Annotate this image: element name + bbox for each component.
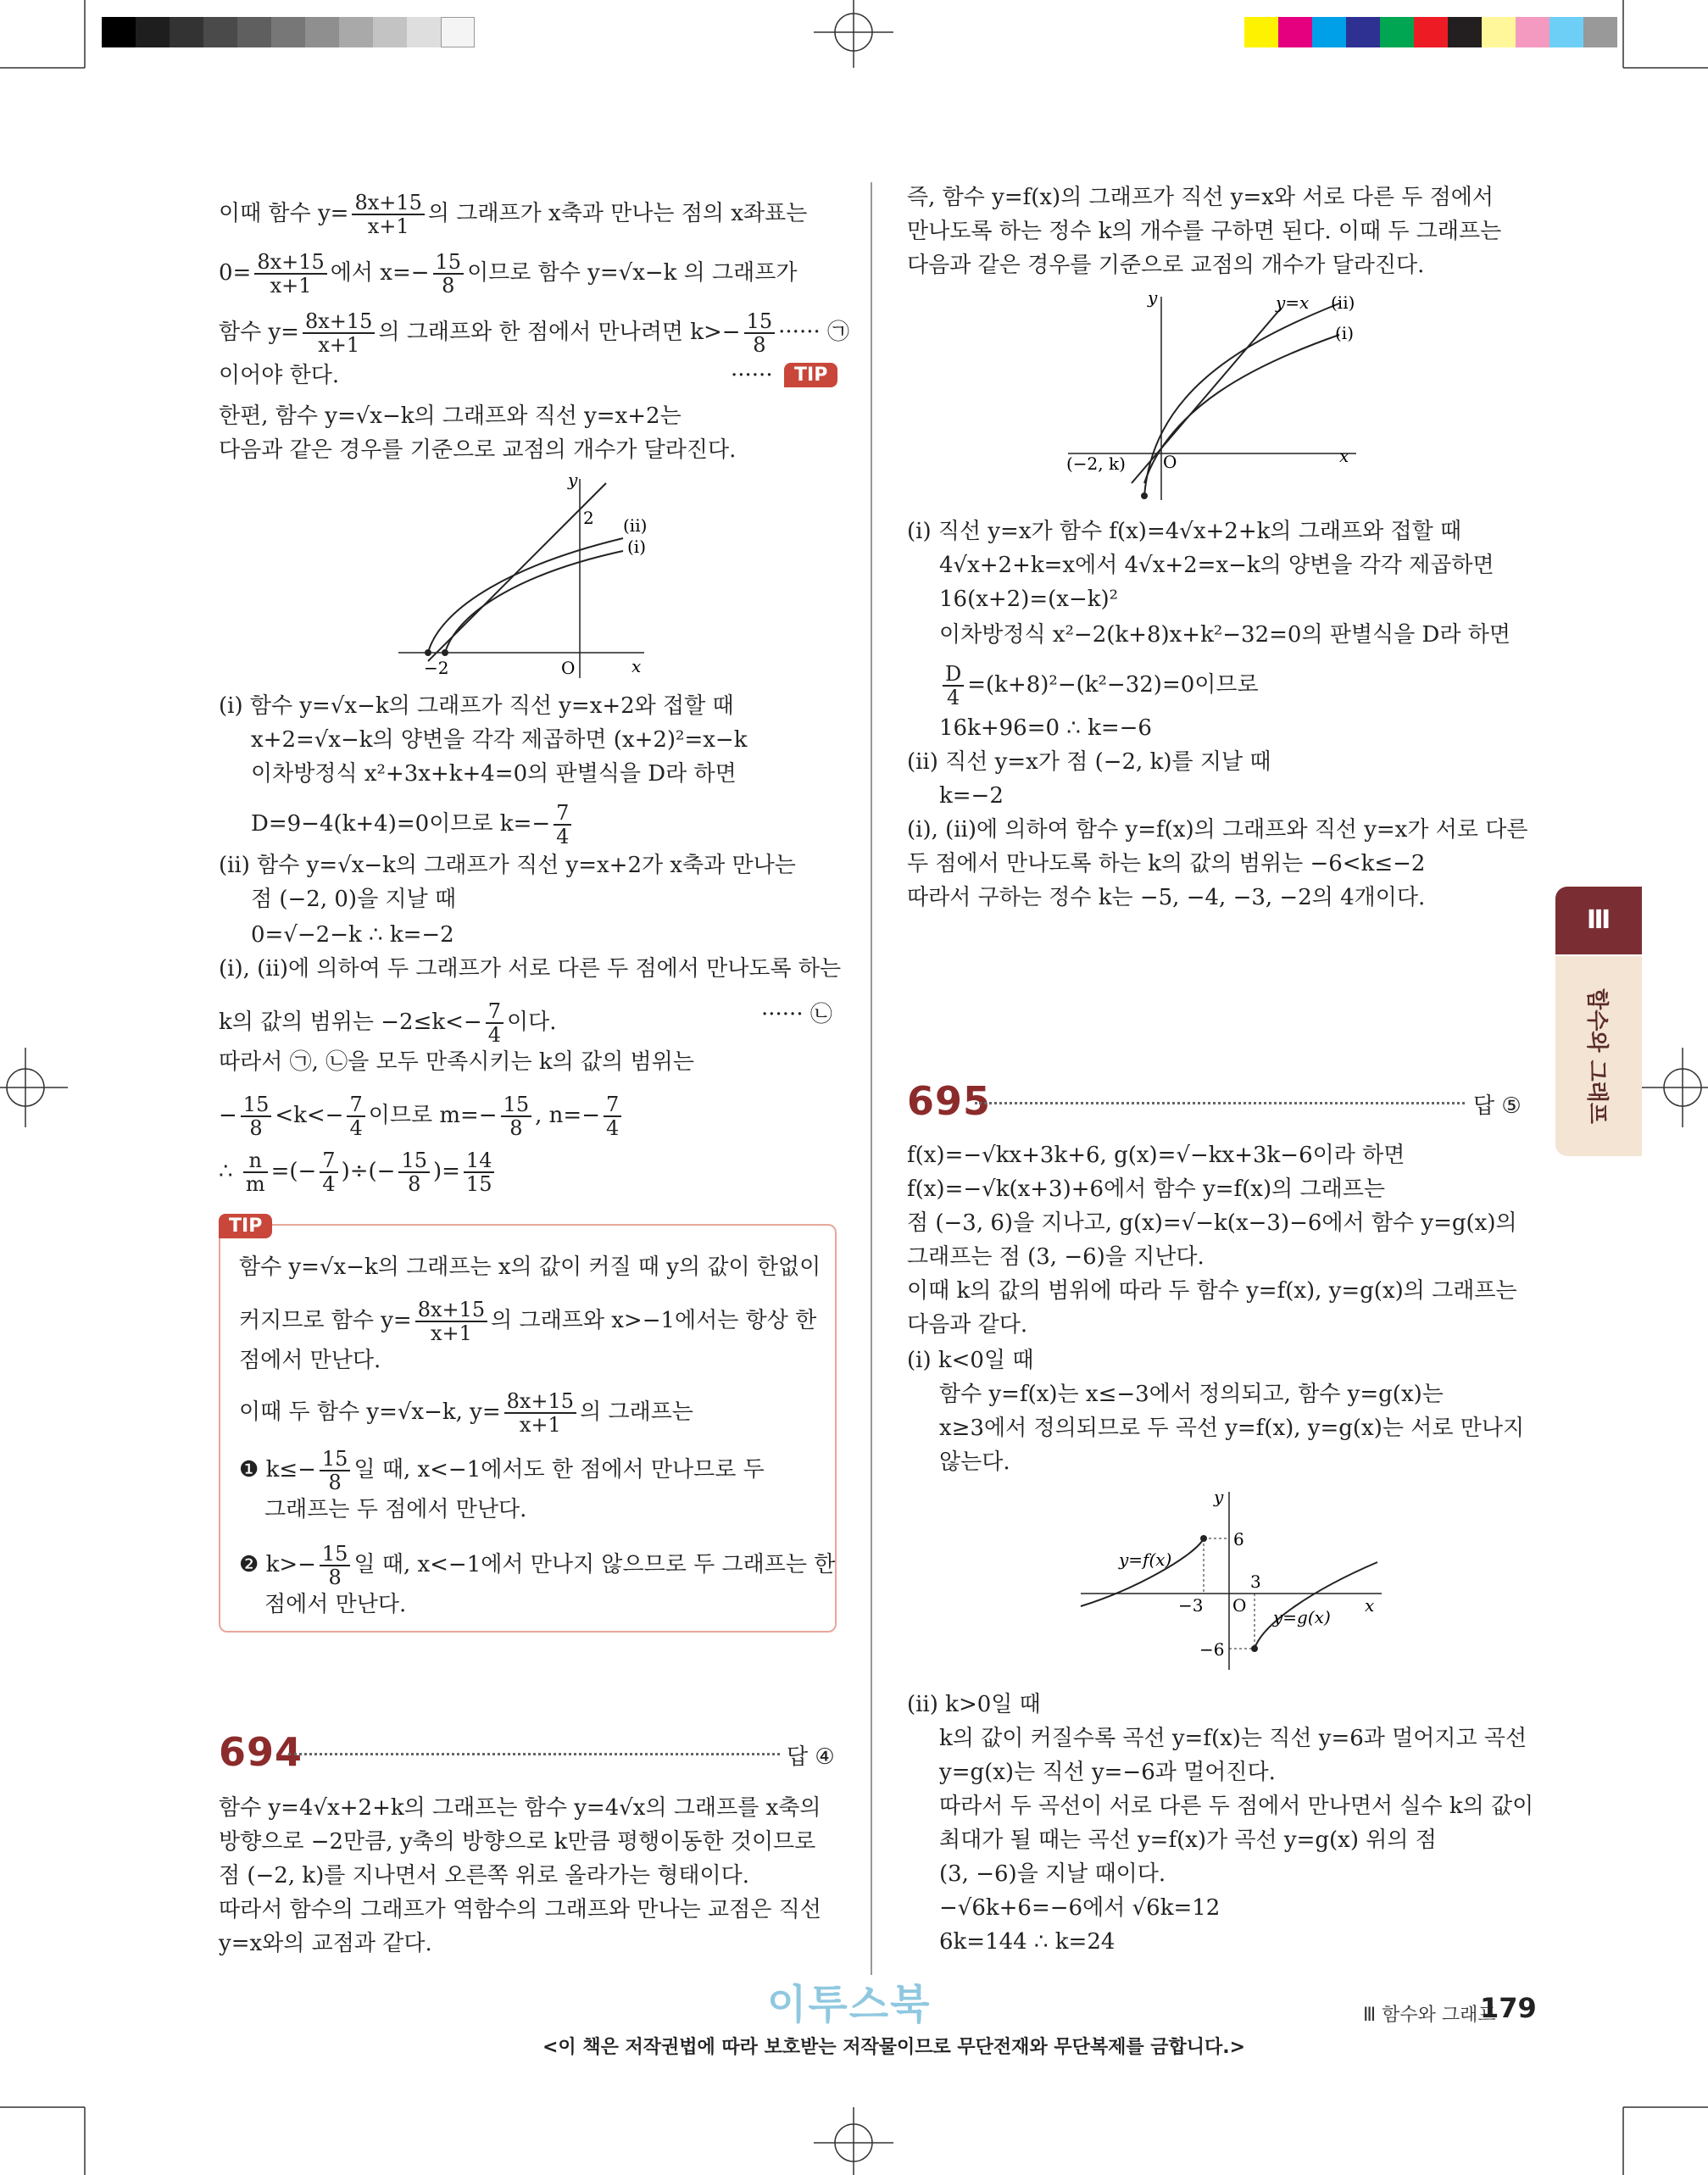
text-line: 다음과 같다. bbox=[907, 1312, 1028, 1338]
tick-label: 3 bbox=[1250, 1571, 1261, 1592]
tip-badge: TIP bbox=[219, 1214, 272, 1238]
tick-label: −3 bbox=[1178, 1595, 1204, 1616]
x-label: x bbox=[1365, 1595, 1375, 1616]
text-line: 이때 함수 y= $\frac{8x+15}{x+1}$ 의 그래프가 x축과 만나는 점의 x좌표는 bbox=[219, 191, 808, 238]
point bbox=[425, 649, 431, 656]
text-line: 16(x+2)=(x−k)² bbox=[939, 587, 1119, 612]
y-label: y bbox=[1214, 1488, 1224, 1507]
problem-number: 694 bbox=[219, 1729, 303, 1775]
text-line: 이차방정식 x²+3x+k+4=0의 판별식을 D라 하면 bbox=[251, 761, 737, 787]
text-line: 점에서 만난다. bbox=[264, 1592, 407, 1617]
curve-label: (ii) bbox=[623, 515, 648, 536]
text-line: 그래프는 두 점에서 만난다. bbox=[264, 1497, 527, 1522]
column-divider bbox=[871, 182, 872, 1975]
curve-i bbox=[428, 538, 623, 653]
graph-sqrt-line bbox=[390, 470, 661, 682]
text-line: 점 (−2, k)를 지나면서 오른쪽 위로 올라가는 형태이다. bbox=[219, 1863, 749, 1889]
answer-mark: 답 ⑤ bbox=[1473, 1093, 1522, 1119]
curve-label: (ii) bbox=[1331, 292, 1355, 313]
text-line: y=x와의 교점과 같다. bbox=[219, 1931, 432, 1956]
line-label: y=x bbox=[1276, 292, 1310, 313]
text-line: 따라서 구하는 정수 k는 −5, −4, −3, −2의 4개이다. bbox=[907, 885, 1426, 910]
text-line: (ⅱ) 함수 y=√x−k의 그래프가 직선 y=x+2가 x축과 만나는 bbox=[219, 853, 796, 878]
page-number: 179 bbox=[1480, 1992, 1537, 2024]
text-line: 않는다. bbox=[939, 1449, 1010, 1475]
y-label: y bbox=[1148, 288, 1158, 308]
tick-label: −2 bbox=[424, 658, 449, 678]
text-line: 최대가 될 때는 곡선 y=f(x)가 곡선 y=g(x) 위의 점 bbox=[939, 1827, 1437, 1853]
text-line: 0=√−2−k ∴ k=−2 bbox=[251, 922, 454, 948]
text-line: 만나도록 하는 정수 k의 개수를 구하면 된다. 이때 두 그래프는 bbox=[907, 219, 1502, 244]
text-line: 점 (−2, 0)을 지날 때 bbox=[251, 887, 457, 912]
tip-reference-badge: TIP bbox=[784, 363, 837, 387]
text-line: 함수 y= $\frac{8x+15}{x+1}$ 의 그래프와 한 점에서 만나려면 k>− $\frac{15}{8}$ ······ ㉠ bbox=[219, 309, 850, 357]
text-line: 4√x+2+k=x에서 4√x+2=x−k의 양변을 각각 제곱하면 bbox=[939, 553, 1494, 578]
text-line: ∴ $\frac{n}{m}$ =(− $\frac{7}{4}$ )÷(− $\frac{15}{8}$ )= $\frac{14}{15}$ bbox=[219, 1149, 498, 1195]
origin-label: O bbox=[1232, 1595, 1247, 1616]
text-line: $\frac{D}{4}$ =(k+8)²−(k²−32)=0이므로 bbox=[939, 663, 1259, 709]
text-line: 다음과 같은 경우를 기준으로 교점의 개수가 달라진다. bbox=[219, 437, 737, 463]
text-line: D=9−4(k+4)=0이므로 k=− $\frac{7}{4}$ bbox=[251, 802, 575, 848]
text-line: 점 (−3, 6)을 지나고, g(x)=√−k(x−3)−6에서 함수 y=g(x)의 bbox=[907, 1210, 1517, 1236]
text-line: (ⅰ), (ⅱ)에 의하여 두 그래프가 서로 다른 두 점에서 만나도록 하는 bbox=[219, 956, 842, 982]
curve-label: (i) bbox=[1335, 323, 1355, 343]
text-line: k의 값의 범위는 −2≤k<− $\frac{7}{4}$ 이다. bbox=[219, 999, 557, 1047]
text-line: 이어야 한다. bbox=[219, 363, 340, 388]
chapter-tab-title: 함수와 그래프 bbox=[1583, 988, 1610, 1124]
text-line: 커지므로 함수 y= $\frac{8x+15}{x+1}$ 의 그래프와 x>−1에서는 항상 한 bbox=[239, 1298, 817, 1345]
text-line: 이차방정식 x²−2(k+8)x+k²−32=0의 판별식을 D라 하면 bbox=[939, 622, 1511, 648]
text-line: 이때 두 함수 y=√x−k, y= $\frac{8x+15}{x+1}$ 의 그래프는 bbox=[239, 1389, 693, 1437]
text-line: 함수 y=f(x)는 x≤−3에서 정의되고, 함수 y=g(x)는 bbox=[939, 1382, 1444, 1407]
y-label: y bbox=[568, 470, 578, 490]
text-line: 따라서 함수의 그래프가 역함수의 그래프와 만나는 교점은 직선 bbox=[219, 1897, 821, 1922]
text-line: (ⅱ) 직선 y=x가 점 (−2, k)를 지날 때 bbox=[907, 749, 1271, 775]
curve-label: (i) bbox=[627, 537, 647, 557]
graph-f-g bbox=[1077, 1488, 1390, 1674]
x-label: x bbox=[1339, 446, 1349, 466]
text-line: x≥3에서 정의되므로 두 곡선 y=f(x), y=g(x)는 서로 만나지 bbox=[939, 1416, 1525, 1441]
text-line: ❷ k>− $\frac{15}{8}$ 일 때, x<−1에서 만나지 않으므로 두 그래프는 한 bbox=[239, 1542, 836, 1589]
curve-g bbox=[1255, 1562, 1377, 1649]
text-line: y=g(x)는 직선 y=−6과 멀어진다. bbox=[939, 1760, 1276, 1785]
origin-label: O bbox=[561, 658, 576, 678]
text-line: k의 값이 커질수록 곡선 y=f(x)는 직선 y=6과 멀어지고 곡선 bbox=[939, 1726, 1527, 1751]
text-line: (3, −6)을 지날 때이다. bbox=[939, 1861, 1166, 1887]
running-header: Ⅲ 함수와 그래프 bbox=[1363, 2005, 1496, 2026]
text-line: − $\frac{15}{8}$ <k<− $\frac{7}{4}$ 이므로 m=− $\frac{15}{8}$ , n=− $\frac{7}{4}$ bbox=[219, 1093, 625, 1139]
line-y-x bbox=[1132, 309, 1280, 483]
text-line: (ⅰ), (ⅱ)에 의하여 함수 y=f(x)의 그래프와 직선 y=x가 서로 다른 bbox=[907, 817, 1528, 843]
text-line: 그래프는 점 (3, −6)을 지난다. bbox=[907, 1244, 1205, 1270]
point bbox=[1141, 492, 1148, 499]
text-line: −√6k+6=−6에서 √6k=12 bbox=[939, 1895, 1221, 1921]
tick-label: −6 bbox=[1199, 1639, 1225, 1660]
text-line: 방향으로 −2만큼, y축의 방향으로 k만큼 평행이동한 것이므로 bbox=[219, 1829, 816, 1855]
dotted-leader bbox=[288, 1753, 780, 1755]
text-line: ······ ㉡ bbox=[761, 1002, 832, 1027]
text-line: f(x)=−√k(x+3)+6에서 함수 y=f(x)의 그래프는 bbox=[907, 1177, 1385, 1202]
text-line: 한편, 함수 y=√x−k의 그래프와 직선 y=x+2는 bbox=[219, 403, 682, 429]
text-line: 즉, 함수 y=f(x)의 그래프가 직선 y=x와 서로 다른 두 점에서 bbox=[907, 185, 1494, 210]
text-line: k=−2 bbox=[939, 783, 1004, 809]
origin-label: O bbox=[1163, 452, 1177, 472]
dotted-leader bbox=[975, 1102, 1465, 1104]
x-label: x bbox=[631, 656, 642, 676]
chapter-tab bbox=[1555, 956, 1642, 1156]
text-line: 이때 k의 값의 범위에 따라 두 함수 y=f(x), y=g(x)의 그래프는 bbox=[907, 1278, 1517, 1304]
curve-label: y=f(x) bbox=[1119, 1549, 1172, 1570]
text-line: f(x)=−√kx+3k+6, g(x)=√−kx+3k−6이라 하면 bbox=[907, 1143, 1405, 1168]
text-line: 함수 y=4√x+2+k의 그래프는 함수 y=4√x의 그래프를 x축의 bbox=[219, 1795, 821, 1821]
tick-label: 2 bbox=[583, 508, 594, 528]
copyright-notice: <이 책은 저작권법에 따라 보호받는 저작물이므로 무단전재와 무단복제를 금합니다.> bbox=[542, 2037, 1246, 2058]
text-line: (ⅰ) 직선 y=x가 함수 f(x)=4√x+2+k의 그래프와 접할 때 bbox=[907, 519, 1462, 544]
answer-mark: 답 ④ bbox=[787, 1744, 835, 1770]
text-line: 6k=144 ∴ k=24 bbox=[939, 1929, 1115, 1955]
tick-label: 6 bbox=[1233, 1529, 1244, 1549]
text-line: (ⅱ) k>0일 때 bbox=[907, 1692, 1041, 1717]
text-line: 함수 y=√x−k의 그래프는 x의 값이 커질 때 y의 값이 한없이 bbox=[239, 1254, 821, 1280]
text-line: 0= $\frac{8x+15}{x+1}$ 에서 x=− $\frac{15}{8}$ 이므로 함수 y=√x−k 의 그래프가 bbox=[219, 250, 798, 298]
text-line: 두 점에서 만나도록 하는 k의 값의 범위는 −6<k≤−2 bbox=[907, 851, 1426, 876]
text-line: 다음과 같은 경우를 기준으로 교점의 개수가 달라진다. bbox=[907, 253, 1425, 278]
point-label: (−2, k) bbox=[1066, 453, 1126, 474]
text-line: 16k+96=0 ∴ k=−6 bbox=[939, 715, 1152, 741]
text-line: x+2=√x−k의 양변을 각각 제곱하면 (x+2)²=x−k bbox=[251, 727, 748, 753]
chapter-tab-number: Ⅲ bbox=[1555, 887, 1642, 954]
curve-label: y=g(x) bbox=[1273, 1607, 1331, 1627]
publisher-logo: 이투스북 bbox=[767, 1981, 932, 2028]
graph-sqrt-yx bbox=[1060, 288, 1365, 509]
text-line: 점에서 만난다. bbox=[239, 1348, 381, 1373]
text-line: (ⅰ) k<0일 때 bbox=[907, 1348, 1034, 1373]
problem-number: 695 bbox=[907, 1078, 992, 1124]
text-line: (ⅰ) 함수 y=√x−k의 그래프가 직선 y=x+2와 접할 때 bbox=[219, 693, 734, 719]
point bbox=[442, 649, 448, 656]
text-line: ❶ k≤− $\frac{15}{8}$ 일 때, x<−1에서도 한 점에서 만나므로 두 bbox=[239, 1447, 765, 1494]
text-line: 따라서 ㉠, ㉡을 모두 만족시키는 k의 값의 범위는 bbox=[219, 1049, 694, 1075]
text-line: 따라서 두 곡선이 서로 다른 두 점에서 만나면서 실수 k의 값이 bbox=[939, 1794, 1534, 1819]
tip-dots: ······ bbox=[731, 363, 773, 388]
